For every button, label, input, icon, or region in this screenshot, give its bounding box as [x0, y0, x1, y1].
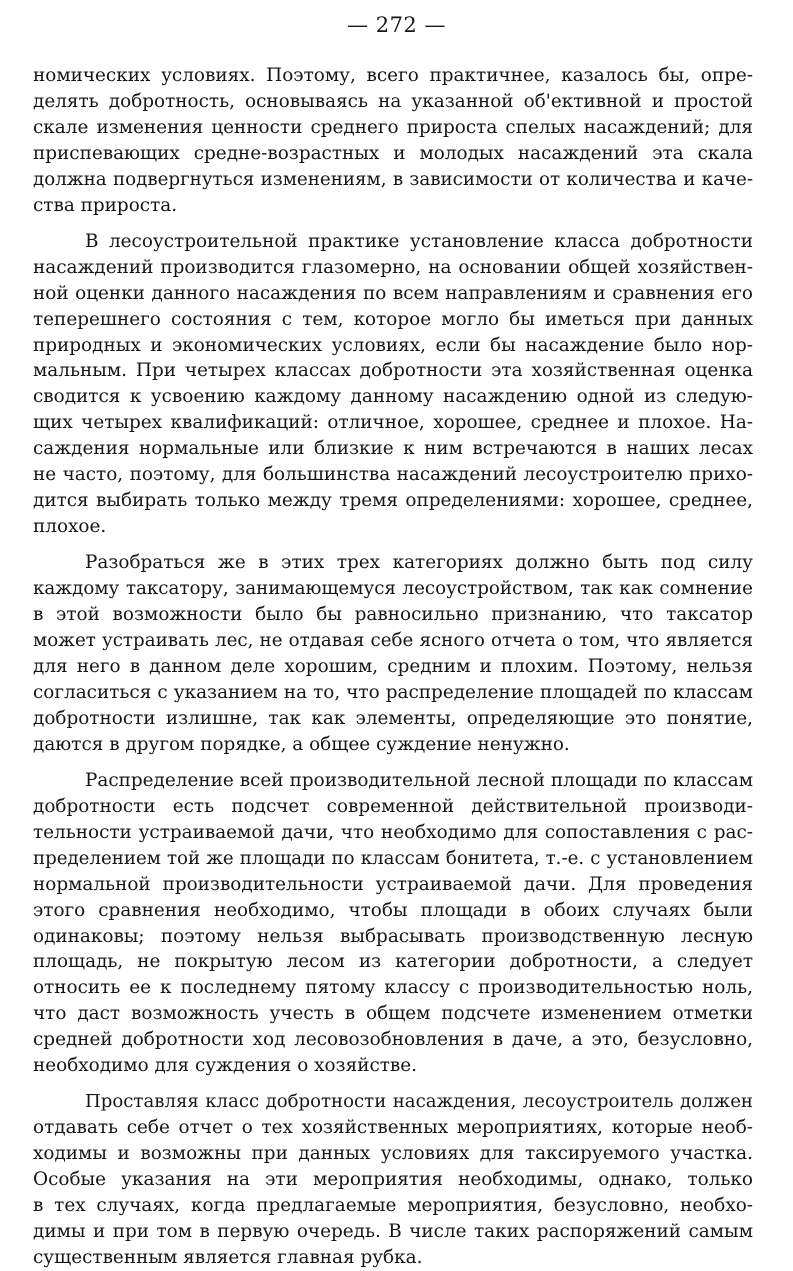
- text-line: должна подвергнуться изменениям, в зависимости от количества и каче-: [33, 168, 753, 190]
- paragraph-1: [33, 63, 753, 218]
- text-line: ходимы и возможны при данных условиях для таксируемого участка.: [33, 1143, 753, 1165]
- text-line: Разобраться же в этих трех категориях должно быть под силу: [85, 552, 753, 574]
- text-line: тельности устраиваемой дачи, что необходимо для сопоставления с рас-: [33, 821, 753, 843]
- text-line: относить ее к последнему пятому классу с производительностью ноль,: [33, 977, 753, 999]
- paragraph-2: [33, 229, 753, 540]
- text-line: в этой возможности было бы равносильно признанию, что таксатор: [33, 604, 753, 626]
- text-line: Особые указания на эти мероприятия необходимы, однако, только: [33, 1169, 753, 1191]
- text-line: ства прироста.: [33, 194, 178, 216]
- text-line: что даст возможность учесть в общем подсчете изменением отметки: [33, 1003, 753, 1025]
- text-line: существенным является главная рубка.: [33, 1246, 423, 1268]
- text-line: не часто, поэтому, для большинства насаждений лесоустроителю прихо-: [33, 464, 753, 486]
- text-line: номических условиях. Поэтому, всего практичнее, казалось бы, опре-: [33, 65, 753, 86]
- text-line: димы и при том в первую очередь. В числе таких распоряжений самым: [33, 1220, 753, 1242]
- text-line: щих четырех квалификаций: отличное, хорошее, среднее и плохое. На-: [33, 412, 753, 434]
- text-line: может устраивать лес, не отдавая себе ясного отчета о том, что является: [33, 630, 753, 652]
- text-line: пределением той же площади по классам бонитета, т.-е. с установлением: [33, 847, 753, 869]
- paragraph-gap: [33, 758, 753, 769]
- text-line: Распределение всей производительной лесной площади по классам: [85, 770, 753, 792]
- text-line: плохое.: [33, 515, 107, 537]
- paragraph-3: [33, 550, 753, 757]
- text-line: площадь, не покрытую лесом из категории добротности, а следует: [33, 951, 753, 973]
- text-line: этого сравнения необходимо, чтобы площади в обоих случаях были: [33, 899, 753, 921]
- text-line: скале изменения ценности среднего прироста спелых насаждений; для: [33, 116, 753, 138]
- text-line: природных и экономических условиях, если бы насаждение было нор-: [33, 334, 753, 356]
- text-line: одинаковы; поэтому нельзя выбрасывать производственную лесную: [33, 925, 753, 947]
- text-line: В лесоустроительной практике установление класса добротности: [85, 230, 753, 252]
- text-line: в тех случаях, когда предлагаемые мероприятия, безусловно, необхо-: [33, 1195, 753, 1217]
- text-line: для него в данном деле хорошим, средним и плохим. Поэтому, нельзя: [33, 655, 753, 677]
- text-line: делять добротность, основываясь на указанной об'ективной и простой: [33, 90, 753, 112]
- paragraph-5: [33, 1089, 753, 1270]
- paragraph-gap: [33, 1079, 753, 1090]
- text-line: каждому таксатору, занимающемуся лесоустройством, так как сомнение: [33, 578, 753, 600]
- paragraph-gap: [33, 218, 753, 229]
- text-line: нормальной производительности устраиваемой дачи. Для проведения: [33, 873, 753, 895]
- paragraph-gap: [33, 540, 753, 551]
- text-line: даются в другом порядке, а общее суждение ненужно.: [33, 733, 570, 755]
- text-line: добротности есть подсчет современной действительной производи-: [33, 795, 753, 817]
- text-line: саждения нормальные или близкие к ним встречаются в наших лесах: [33, 438, 753, 460]
- text-line: ной оценки данного насаждения по всем направлениям и сравнения его: [33, 282, 753, 304]
- text-line: Проставляя класс добротности насаждения, лесоустроитель должен: [85, 1091, 753, 1113]
- text-line: согласиться с указанием на то, что распределение площадей по классам: [33, 681, 753, 703]
- text-line: насаждений производится глазомерно, на основании общей хозяйствен-: [33, 256, 753, 278]
- text-line: сводится к усвоению каждому данному насаждению одной из следую-: [33, 386, 753, 408]
- page-number: — 272 —: [347, 13, 446, 37]
- body-text: [33, 63, 753, 1271]
- text-line: необходимо для суждения о хозяйстве.: [33, 1055, 418, 1077]
- text-line: добротности излишне, так как элементы, определяющие это понятие,: [33, 707, 753, 729]
- text-line: отдавать себе отчет о тех хозяйственных мероприятиях, которые необ-: [33, 1117, 753, 1139]
- text-line: приспевающих средне-возрастных и молодых насаждений эта скала: [33, 142, 753, 164]
- text-line: средней добротности ход лесовозобновления в даче, а это, безусловно,: [33, 1029, 753, 1051]
- text-line: мальным. При четырех классах добротности эта хозяйственная оценка: [33, 360, 753, 382]
- paragraph-4: [33, 768, 753, 1079]
- text-line: теперешнего состояния с тем, которое могло бы иметься при данных: [33, 308, 753, 330]
- text-line: дится выбирать только между тремя определениями: хорошее, среднее,: [33, 490, 753, 511]
